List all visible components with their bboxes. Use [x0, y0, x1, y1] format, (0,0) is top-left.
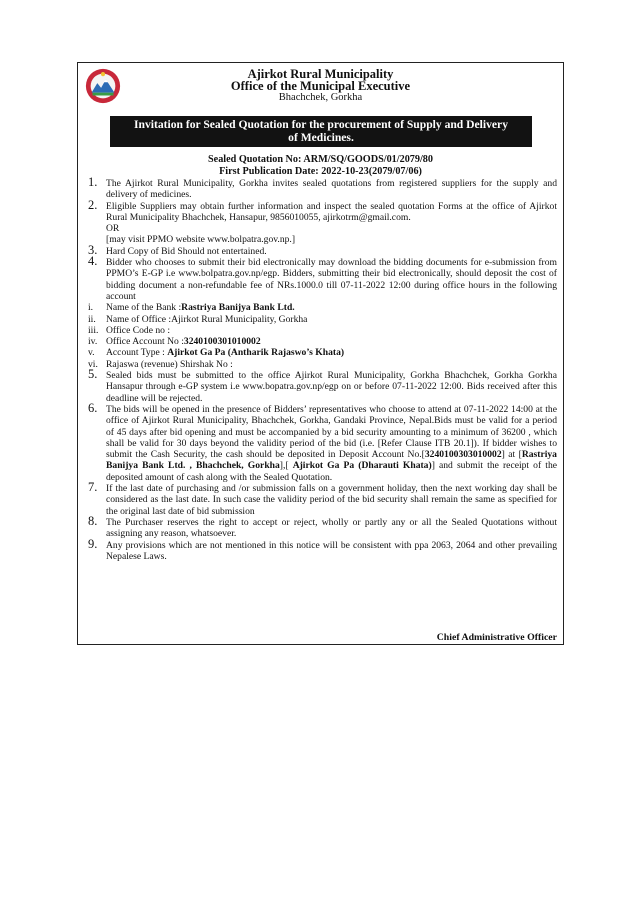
item-number: 8.: [88, 513, 98, 528]
office-account-value: 3240100301010002: [183, 336, 261, 348]
item-number: 4.: [88, 254, 98, 269]
roman-number: vi.: [88, 358, 98, 370]
roman-number: v.: [88, 347, 95, 359]
notice-title-banner: [110, 116, 532, 147]
account-detail-row: [86, 359, 557, 370]
item-text: Bidder who chooses to submit their bid electronically may download the bidding documents for e-submission from PPMO’s E-GP i.e www.bolpatra.gov.np/egp. Bidders, submitting their bid electronically, should deposit the cost of bidding document a non-refundable fee of NRs.1000.0 till 07-11-2022 12:00 during office hours in the following account: [106, 257, 557, 302]
account-type-value: Ajirkot Ga Pa (Antharik Rajaswo’s Khata): [167, 347, 345, 359]
quotation-reference: [78, 154, 563, 177]
item-number: 6.: [88, 400, 98, 415]
deposit-account-name: Ajirkot Ga Pa (Dharauti Khata): [292, 460, 432, 472]
account-type-label: Account Type :: [106, 347, 168, 359]
signature-title: Chief Administrative Officer: [436, 632, 557, 643]
office-code-label: Office Code no :: [106, 324, 171, 336]
item-text-joiner: ] at [: [501, 449, 522, 461]
list-item: [86, 175, 557, 201]
roman-number: iv.: [88, 336, 98, 348]
publication-date: First Publication Date: 2022-10-23(2079/07/06): [219, 165, 422, 177]
item-text-joiner: ],[: [279, 460, 293, 472]
item-text: Any provisions which are not mentioned in this notice will be consistent with ppa 2063, 2064 and other prevailing Nepalese Laws.: [106, 539, 557, 562]
account-detail-row: [86, 336, 557, 347]
item-text: ] and submit the receipt of the deposited amount of cash along with the Sealed Quotation.: [106, 460, 557, 483]
quotation-number: Sealed Quotation No: ARM/SQ/GOODS/01/2079/80: [208, 154, 433, 165]
roman-number: ii.: [88, 313, 96, 325]
list-item: [86, 242, 557, 257]
office-name-label: Name of Office :Ajirkot Rural Municipality, Gorkha: [106, 313, 308, 325]
item-text: Sealed bids must be submitted to the office Ajirkot Rural Municipality, Gorkha Bhachchek, Gorkha Gorkha Hansapur through e-GP system i.e www.bopatra.gov.np/egp on or before 07-11-2022 12:00. Bids received after this deadline will be rejected.: [106, 370, 557, 404]
deposit-bank-name: Rastriya Banijya Bank Ltd. , Bhachchek, Gorkha: [106, 449, 557, 472]
item-text: Eligible Suppliers may obtain further information and inspect the sealed quotation Forms at the office of Ajirkot Rural Municipality Bhachchek, Hansapur, 9856010055, ajirkotrm@gmail.com.: [106, 200, 557, 223]
office-name: Office of the Municipal Executive: [230, 79, 411, 93]
roman-number: i.: [88, 302, 94, 314]
item-ppmo-note: [may visit PPMO website www.bolpatra.gov.np.]: [106, 234, 296, 246]
item-text: If the last date of purchasing and /or submission falls on a government holiday, then the next working day shall be considered as the last date. In such case the validity period of the bid security shall remain the same as specified for the original last date of bid submission: [106, 483, 557, 517]
item-number: 9.: [88, 536, 98, 551]
roman-number: iii.: [88, 324, 99, 336]
account-detail-row: [86, 314, 557, 325]
item-number: 1.: [88, 175, 98, 189]
item-number: 3.: [88, 242, 98, 257]
bank-name-label: Name of the Bank :: [106, 302, 182, 314]
deposit-account-number: 3240100303010002: [424, 449, 502, 461]
item-number: 5.: [88, 367, 98, 382]
list-item: [86, 367, 557, 404]
notice-title-line2: of Medicines.: [288, 131, 354, 144]
notice-title-line1: Invitation for Sealed Quotation for the procurement of Supply and Delivery: [133, 118, 509, 131]
office-account-label: Office Account No :: [106, 336, 184, 348]
list-item: [86, 513, 557, 540]
office-location: Bhachchek, Gorkha: [278, 92, 363, 103]
item-text: Hard Copy of Bid Should not entertained.: [106, 245, 267, 257]
list-item: [86, 254, 557, 302]
notice-frame: [77, 62, 564, 645]
item-number: 7.: [88, 480, 98, 495]
list-item: [86, 400, 557, 483]
bank-name-value: Rastriya Banijya Bank Ltd.: [181, 302, 295, 314]
item-text: The Ajirkot Rural Municipality, Gorkha invites sealed quotations from registered suppliers for the supply and delivery of medicines.: [106, 178, 557, 201]
account-detail-row: [86, 302, 557, 313]
item-text: The Purchaser reserves the right to accept or reject, wholly or partly any or all the Sealed Quotations without assigning any reason, whatsoever.: [106, 516, 557, 540]
account-detail-row: [86, 325, 557, 336]
list-item: [86, 480, 557, 517]
revenue-shirshak-label: Rajaswa (revenue) Shirshak No :: [106, 358, 233, 370]
item-or: OR: [106, 223, 120, 235]
notice-header: [78, 68, 563, 104]
list-item: [86, 197, 557, 246]
notice-body: [86, 175, 557, 562]
item-number: 2.: [88, 197, 98, 212]
account-detail-row: [86, 347, 557, 358]
item-text: The bids will be opened in the presence of Bidders’ representatives who choose to attend at 07-11-2022 14:00 at the office of Ajirkot Rural Municipality, Bhachchek, Gorkha, Gandaki Province, Nepal.Bids must be valid for a period of 45 days after bid opening and must be accompanied by a bid security amounting to a minimum of 36200 , which shall be valid for 30 days beyond the validity period of the bid (i.e. [Refer Clause ITB 20.1]). If bidder wishes to submit the Cash Security, the cash should be deposited in Deposit Account No.[: [106, 403, 557, 461]
list-item: [86, 536, 557, 563]
municipality-name: Ajirkot Rural Municipality: [247, 67, 394, 81]
